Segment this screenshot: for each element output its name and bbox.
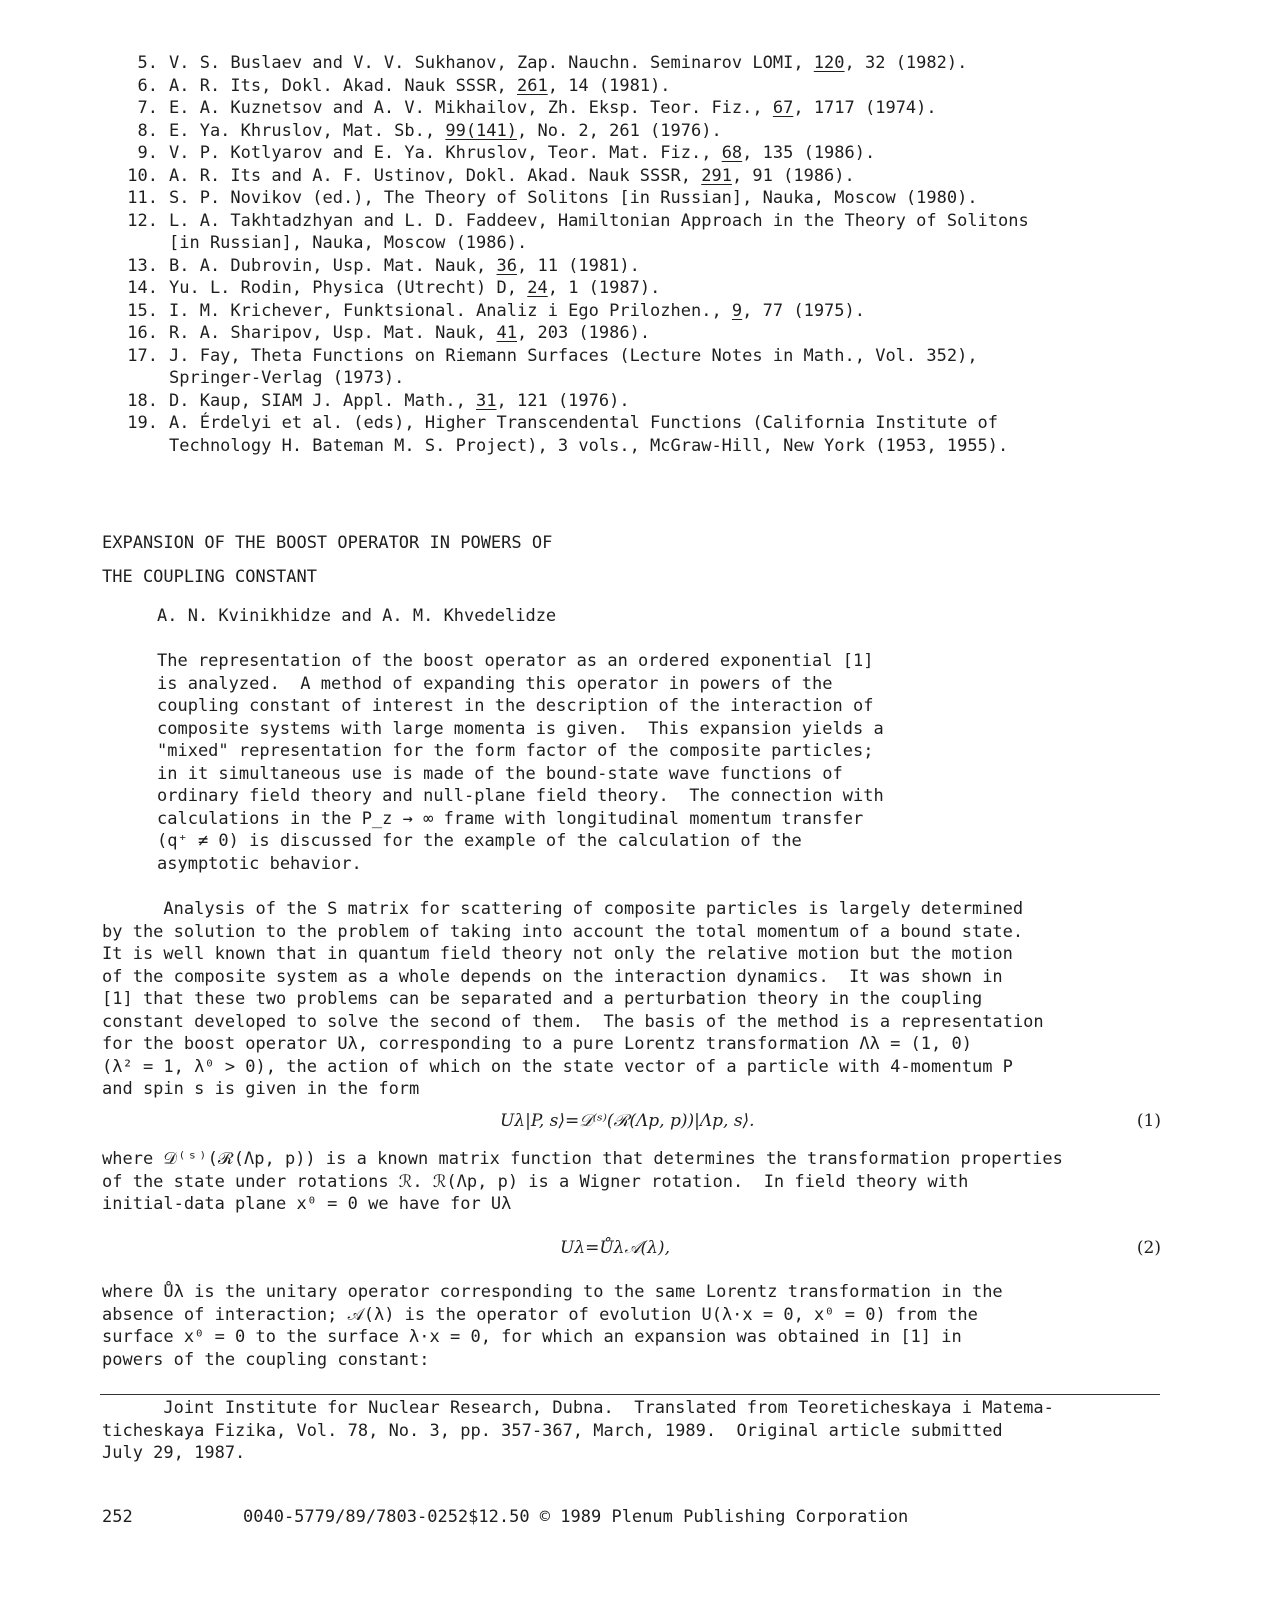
reference-volume: 261 bbox=[517, 75, 548, 96]
reference-text-part: , 1717 (1974). bbox=[793, 98, 937, 118]
reference-item bbox=[108, 210, 1228, 255]
reference-text bbox=[169, 187, 1228, 210]
reference-text bbox=[169, 210, 1228, 255]
reference-text-part: D. Kaup, SIAM J. Appl. Math., bbox=[169, 390, 477, 411]
equation-1: Uλ|P, s⟩=𝒟⁽ˢ⁾(ℛ(Λp, p))|Λp, s⟩. bbox=[500, 1111, 755, 1131]
reference-text bbox=[169, 345, 1228, 390]
reference-text bbox=[169, 255, 1228, 278]
authors: A. N. Kvinikhidze and A. M. Khvedelidze bbox=[157, 606, 557, 626]
reference-number: 10. bbox=[127, 165, 158, 186]
reference-volume: 41 bbox=[496, 323, 517, 343]
reference-item bbox=[108, 322, 1228, 345]
reference-number: 13. bbox=[127, 255, 158, 276]
reference-text-part: , 135 (1986). bbox=[742, 143, 876, 163]
reference-item bbox=[108, 390, 1228, 413]
reference-number: 14. bbox=[127, 278, 158, 298]
reference-item bbox=[108, 142, 1228, 165]
article-title bbox=[102, 526, 552, 594]
reference-number: 19. bbox=[127, 413, 158, 433]
reference-number: 18. bbox=[127, 390, 158, 411]
reference-text bbox=[169, 52, 1228, 75]
reference-volume: 120 bbox=[813, 53, 845, 73]
reference-volume: 9 bbox=[731, 300, 743, 321]
reference-number: 12. bbox=[127, 210, 158, 231]
reference-number: 6. bbox=[137, 75, 158, 96]
reference-volume: 99(141) bbox=[445, 120, 517, 141]
reference-item bbox=[108, 165, 1228, 188]
reference-volume: 291 bbox=[701, 165, 732, 186]
reference-list bbox=[108, 52, 1228, 457]
reference-text-part: , 1 (1987). bbox=[547, 278, 661, 298]
reference-text-part: E. Ya. Khruslov, Mat. Sb., bbox=[169, 120, 446, 141]
reference-text-part: Yu. L. Rodin, Physica (Utrecht) D, bbox=[169, 278, 528, 298]
reference-number: 9. bbox=[137, 143, 158, 163]
reference-text-part: , 77 (1975). bbox=[742, 300, 865, 321]
reference-text bbox=[169, 142, 1228, 165]
reference-number: 15. bbox=[127, 300, 158, 321]
reference-text-part: , No. 2, 261 (1976). bbox=[517, 120, 722, 141]
abstract: The representation of the boost operator as an ordered exponential [1] is analyzed. A method of expanding this operator in powers of the coupling constant of interest in the description of the interaction of composite systems with large momenta is given. This expansion yields a "mixed" representation for the form factor of the composite particles; in it simultaneous use is made of the bound-state wave functions of ordinary field theory and null-plane field theory. The connection with calculations in the P_z → ∞ frame with longitudinal momentum transfer (q⁺ ≠ 0) is discussed for the example of the calculation of the asymptotic behavior. bbox=[157, 651, 884, 874]
reference-text-part: , 203 (1986). bbox=[517, 323, 651, 343]
reference-volume: 24 bbox=[527, 278, 548, 298]
reference-item bbox=[108, 97, 1228, 120]
reference-text-part: S. P. Novikov (ed.), The Theory of Solitons [in Russian], Nauka, Moscow (1980). bbox=[169, 188, 978, 208]
reference-text bbox=[169, 165, 1228, 188]
reference-item bbox=[108, 52, 1228, 75]
reference-text-part: , 32 (1982). bbox=[844, 53, 968, 73]
reference-item bbox=[108, 412, 1228, 457]
reference-text-part: V. P. Kotlyarov and E. Ya. Khruslov, Teor. Mat. Fiz., bbox=[169, 143, 722, 163]
reference-number: 8. bbox=[137, 120, 158, 141]
reference-text-part: L. A. Takhtadzhyan and L. D. Faddeev, Hamiltonian Approach in the Theory of Solitons [in Russian], Nauka, Moscow (1986). bbox=[169, 210, 1029, 253]
reference-number: 17. bbox=[127, 345, 158, 366]
reference-text-part: E. A. Kuznetsov and A. V. Mikhailov, Zh. Eksp. Teor. Fiz., bbox=[169, 98, 773, 118]
page-number: 252 bbox=[102, 1507, 133, 1527]
reference-item bbox=[108, 75, 1228, 98]
reference-text bbox=[169, 75, 1228, 98]
reference-text-part: B. A. Dubrovin, Usp. Mat. Nauk, bbox=[169, 255, 497, 276]
reference-number: 5. bbox=[137, 53, 158, 73]
reference-item bbox=[108, 300, 1228, 323]
paragraph-3: where Ůλ is the unitary operator corresponding to the same Lorentz transformation in the absence of interaction; 𝒜(λ) is the operator of evolution U(λ·x = 0, x⁰ = 0) from the surface x⁰ = 0 to the surface λ·x = 0, for which an expansion was obtained in [1] in powers of the coupling constant: bbox=[102, 1282, 1003, 1370]
reference-text bbox=[169, 412, 1228, 457]
reference-number: 11. bbox=[127, 188, 158, 208]
reference-volume: 36 bbox=[496, 255, 517, 276]
reference-volume: 68 bbox=[721, 143, 743, 163]
reference-text-part: J. Fay, Theta Functions on Riemann Surfaces (Lecture Notes in Math., Vol. 352), Springer-Verlag (1973). bbox=[169, 345, 978, 388]
copyright-line: 0040-5779/89/7803-0252$12.50 © 1989 Plenum Publishing Corporation bbox=[243, 1507, 909, 1527]
reference-item bbox=[108, 187, 1228, 210]
equation-1-number: (1) bbox=[1136, 1111, 1161, 1131]
reference-item bbox=[108, 345, 1228, 390]
title-line-1: EXPANSION OF THE BOOST OPERATOR IN POWERS OF bbox=[102, 533, 553, 553]
reference-text bbox=[169, 390, 1228, 413]
reference-text bbox=[169, 277, 1228, 300]
footnote: Joint Institute for Nuclear Research, Dubna. Translated from Teoreticheskaya i Matema- ticheskaya Fizika, Vol. 78, No. 3, pp. 357-367, March, 1989. Original article submitted July 29, 1987. bbox=[102, 1398, 1054, 1463]
reference-text-part: , 91 (1986). bbox=[731, 165, 855, 186]
reference-text-part: , 121 (1976). bbox=[496, 390, 630, 411]
reference-text bbox=[169, 322, 1228, 345]
reference-number: 7. bbox=[137, 98, 158, 118]
reference-volume: 31 bbox=[476, 390, 497, 411]
title-line-2: THE COUPLING CONSTANT bbox=[102, 567, 317, 587]
reference-volume: 67 bbox=[772, 98, 794, 118]
equation-2: Uλ=Ůλ𝒜(λ), bbox=[560, 1238, 670, 1258]
paragraph-2: where 𝒟⁽ˢ⁾(ℛ(Λp, p)) is a known matrix function that determines the transformation properties of the state under rotations ℛ. ℛ(Λp, p) is a Wigner rotation. In field theory with initial-data plane x⁰ = 0 we have for Uλ bbox=[102, 1149, 1063, 1214]
reference-item bbox=[108, 277, 1228, 300]
reference-number: 16. bbox=[127, 323, 158, 343]
reference-text-part: I. M. Krichever, Funktsional. Analiz i Ego Prilozhen., bbox=[169, 300, 732, 321]
reference-text-part: A. R. Its and A. F. Ustinov, Dokl. Akad. Nauk SSSR, bbox=[169, 165, 702, 186]
reference-text bbox=[169, 120, 1228, 143]
reference-text bbox=[169, 97, 1228, 120]
reference-item bbox=[108, 120, 1228, 143]
reference-text bbox=[169, 300, 1228, 323]
equation-2-number: (2) bbox=[1136, 1238, 1161, 1258]
reference-item bbox=[108, 255, 1228, 278]
reference-text-part: A. R. Its, Dokl. Akad. Nauk SSSR, bbox=[169, 75, 517, 96]
reference-text-part: , 11 (1981). bbox=[517, 255, 640, 276]
paragraph-1: Analysis of the S matrix for scattering of composite particles is largely determined by the solution to the problem of taking into account the total momentum of a bound state. It is well known that in quantum field theory not only the relative motion but the motion of the composite system as a whole depends on the interaction dynamics. It was shown in [1] that these two problems can be separated and a perturbation theory in the coupling constant developed to solve the second of them. The basis of the method is a representation for the boost operator Uλ, corresponding to a pure Lorentz transformation Λλ = (1, 0) (λ² = 1, λ⁰ > 0), the action of which on the state vector of a particle with 4-momentum P and spin s is given in the form bbox=[102, 899, 1044, 1099]
reference-text-part: , 14 (1981). bbox=[547, 75, 671, 96]
reference-text-part: A. Érdelyi et al. (eds), Higher Transcendental Functions (California Institute of Technology H. Bateman M. S. Project), 3 vols., McGraw-Hill, New York (1953, 1955). bbox=[169, 413, 1009, 456]
footnote-rule bbox=[100, 1394, 1160, 1395]
reference-text-part: R. A. Sharipov, Usp. Mat. Nauk, bbox=[169, 323, 497, 343]
reference-text-part: V. S. Buslaev and V. V. Sukhanov, Zap. Nauchn. Seminarov LOMI, bbox=[169, 53, 814, 73]
